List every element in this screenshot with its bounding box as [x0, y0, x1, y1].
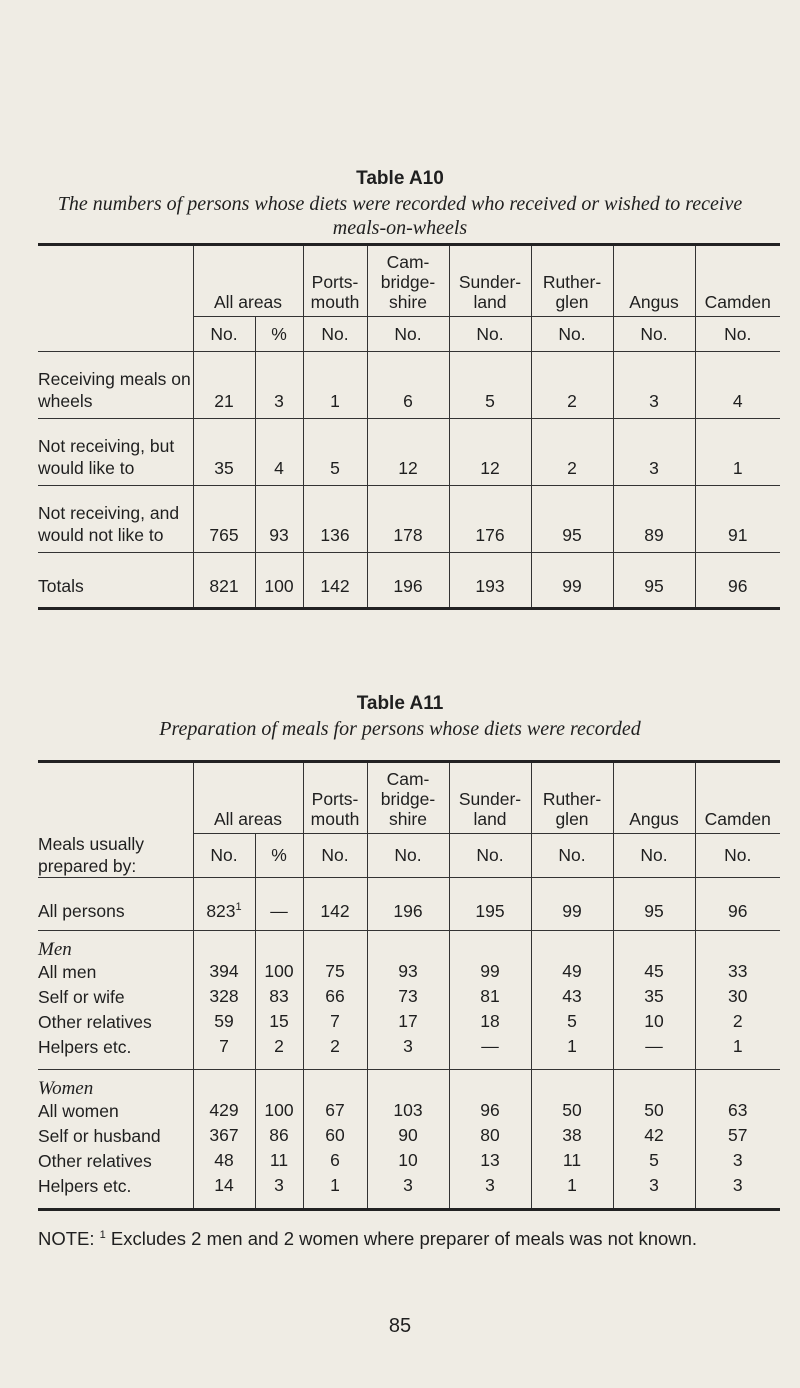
table-row [38, 961, 780, 986]
table-cell: 367 [193, 1125, 255, 1150]
table-cell-empty [255, 1070, 303, 1101]
table-cell-empty [255, 931, 303, 962]
section-heading: Men [38, 931, 193, 962]
column-header-camden: Camden [695, 762, 780, 834]
table-cell: 1 [531, 1175, 613, 1210]
unit-header: No. [449, 833, 531, 878]
table-cell: 2 [531, 418, 613, 485]
table-cell: 67 [303, 1100, 367, 1125]
table-cell: 5 [303, 418, 367, 485]
table-cell: 5 [613, 1150, 695, 1175]
unit-header: No. [449, 316, 531, 351]
table-cell: 91 [695, 485, 780, 552]
column-header-portsmouth: Ports- mouth [303, 245, 367, 317]
stub-header-top [38, 762, 193, 834]
footnote-text: NOTE: $^1$ Excludes 2 men and 2 women where preparer of meals was not known. [38, 1228, 698, 1249]
table-cell: 93 [367, 961, 449, 986]
table-cell: 95 [613, 552, 695, 608]
table-cell: 90 [367, 1125, 449, 1150]
table-cell: 4 [695, 351, 780, 418]
table-cell: 93 [255, 485, 303, 552]
table-cell-empty [531, 1070, 613, 1101]
row-label: Receiving meals on wheels [38, 351, 193, 418]
table-cell: 5 [449, 351, 531, 418]
unit-header: No. [303, 833, 367, 878]
table-cell: 142 [303, 552, 367, 608]
table-cell: 3 [613, 1175, 695, 1210]
table-row [38, 351, 780, 418]
table-cell-empty [613, 1070, 695, 1101]
row-label: Self or husband [38, 1126, 161, 1146]
table-cell-empty [613, 931, 695, 962]
table-cell: 11 [255, 1150, 303, 1175]
unit-header: No. [531, 833, 613, 878]
column-header-cambridgeshire: Cam- bridge- shire [367, 762, 449, 834]
table-row [38, 552, 780, 608]
table-cell: 50 [613, 1100, 695, 1125]
table-cell: 328 [193, 986, 255, 1011]
table-cell-empty [449, 931, 531, 962]
table-cell: 45 [613, 961, 695, 986]
table-cell: 1 [303, 1175, 367, 1210]
table-cell: 99 [449, 961, 531, 986]
table-cell: 66 [303, 986, 367, 1011]
column-header-rutherglen: Ruther- glen [531, 762, 613, 834]
table-cell: 96 [695, 552, 780, 608]
table-cell: 21 [193, 351, 255, 418]
table-cell: 5 [531, 1011, 613, 1036]
table-cell: — [255, 878, 303, 931]
table-cell: 10 [367, 1150, 449, 1175]
table-cell: 38 [531, 1125, 613, 1150]
table-cell: 89 [613, 485, 695, 552]
table-cell: 196 [367, 878, 449, 931]
table-cell: — [613, 1036, 695, 1070]
table-cell: 83 [255, 986, 303, 1011]
stub-header-top [38, 245, 193, 317]
table-cell: 73 [367, 986, 449, 1011]
unit-header: % [255, 316, 303, 351]
table-cell: — [449, 1036, 531, 1070]
table-cell: 49 [531, 961, 613, 986]
table-cell: 3 [255, 351, 303, 418]
table-cell: 80 [449, 1125, 531, 1150]
table-cell: 136 [303, 485, 367, 552]
table-cell: 178 [367, 485, 449, 552]
table-cell: 96 [695, 878, 780, 931]
stub-header: Meals usually prepared by: [38, 834, 145, 876]
table-cell: 3 [613, 351, 695, 418]
unit-header: No. [367, 316, 449, 351]
table-a10-subtitle: The numbers of persons whose diets were recorded who received or wished to receive meals-on-wheels [57, 193, 743, 239]
table-cell: 42 [613, 1125, 695, 1150]
table-cell-empty [303, 931, 367, 962]
row-label: Other relatives [38, 1012, 152, 1032]
table-cell: 35 [193, 418, 255, 485]
table-cell: 86 [255, 1125, 303, 1150]
table-cell-empty [695, 931, 780, 962]
unit-header: % [255, 833, 303, 878]
table-cell: 17 [367, 1011, 449, 1036]
table-cell: 99 [531, 878, 613, 931]
table-cell: 6 [303, 1150, 367, 1175]
unit-header: No. [193, 316, 255, 351]
table-cell: 821 [193, 552, 255, 608]
table-a10-title: Table A10 [356, 168, 444, 189]
table-cell: 2 [303, 1036, 367, 1070]
table-cell-empty [531, 931, 613, 962]
table-cell: 60 [303, 1125, 367, 1150]
table-cell: 30 [695, 986, 780, 1011]
table-cell: 59 [193, 1011, 255, 1036]
table-cell: 48 [193, 1150, 255, 1175]
table-cell: 103 [367, 1100, 449, 1125]
table-a11-title: Table A11 [356, 693, 444, 714]
table-cell: 11 [531, 1150, 613, 1175]
table-cell: 81 [449, 986, 531, 1011]
table-cell: 1 [695, 1036, 780, 1070]
table-cell: 100 [255, 552, 303, 608]
table-cell-empty [367, 1070, 449, 1101]
column-header-angus: Angus [613, 245, 695, 317]
table-cell: 765 [193, 485, 255, 552]
table-row [38, 1100, 780, 1125]
footnote-marker: 1 [235, 901, 242, 914]
column-header-all_areas: All areas [193, 245, 303, 317]
table-cell: 195 [449, 878, 531, 931]
table-cell: 57 [695, 1125, 780, 1150]
table-cell: 99 [531, 552, 613, 608]
table-row [38, 986, 780, 1011]
section-women [38, 1070, 780, 1101]
row-label: Not receiving, but would like to [38, 418, 193, 485]
table-cell-empty [193, 1070, 255, 1101]
section-men [38, 931, 780, 962]
table-cell: $823^1$ [193, 878, 255, 931]
unit-header: No. [695, 833, 780, 878]
table-cell: 95 [613, 878, 695, 931]
table-cell: 12 [449, 418, 531, 485]
table-cell-empty [193, 931, 255, 962]
table-cell: 394 [193, 961, 255, 986]
unit-header: No. [613, 833, 695, 878]
table-cell: 95 [531, 485, 613, 552]
table-cell: 3 [367, 1175, 449, 1210]
row-label: All women [38, 1101, 119, 1121]
unit-header: No. [193, 833, 255, 878]
row-label: All persons [38, 878, 193, 931]
unit-header: No. [695, 316, 780, 351]
table-row [38, 485, 780, 552]
table-cell: 3 [695, 1175, 780, 1210]
table-cell: 50 [531, 1100, 613, 1125]
table-row [38, 1011, 780, 1036]
row-label: Helpers etc. [38, 1037, 132, 1057]
table-a11-subtitle: Preparation of meals for persons whose diets were recorded [159, 718, 641, 740]
table-cell: 1 [303, 351, 367, 418]
page-number: 85 [388, 1315, 412, 1337]
table-cell: 43 [531, 986, 613, 1011]
table-cell: 63 [695, 1100, 780, 1125]
table-row [38, 1175, 780, 1210]
table-cell: 18 [449, 1011, 531, 1036]
row-label: Helpers etc. [38, 1175, 193, 1210]
table-cell: 142 [303, 878, 367, 931]
column-header-angus: Angus [613, 762, 695, 834]
table-cell-empty [303, 1070, 367, 1101]
footnote-marker: 1 [99, 1228, 106, 1241]
table-cell: 3 [449, 1175, 531, 1210]
column-header-rutherglen: Ruther- glen [531, 245, 613, 317]
unit-header: No. [531, 316, 613, 351]
table-cell-empty [695, 1070, 780, 1101]
table-cell: 6 [367, 351, 449, 418]
table-cell: 3 [255, 1175, 303, 1210]
table-cell: 429 [193, 1100, 255, 1125]
table-cell: 4 [255, 418, 303, 485]
table-cell: 3 [613, 418, 695, 485]
column-header-camden: Camden [695, 245, 780, 317]
table-cell: 100 [255, 1100, 303, 1125]
table-cell: 10 [613, 1011, 695, 1036]
table-cell: 14 [193, 1175, 255, 1210]
table-cell: 2 [695, 1011, 780, 1036]
table-row [38, 418, 780, 485]
row-label: Self or wife [38, 987, 125, 1007]
table-cell: 12 [367, 418, 449, 485]
table-cell: 3 [695, 1150, 780, 1175]
table-a11 [38, 760, 780, 1211]
table-cell: 75 [303, 961, 367, 986]
table-cell: 7 [303, 1011, 367, 1036]
table-cell-empty [367, 931, 449, 962]
table-cell: 176 [449, 485, 531, 552]
column-header-sunderland: Sunder- land [449, 245, 531, 317]
unit-header: No. [303, 316, 367, 351]
table-cell: 1 [531, 1036, 613, 1070]
table-row [38, 1125, 780, 1150]
table-cell: 193 [449, 552, 531, 608]
table-row-all-persons [38, 878, 780, 931]
table-cell: 2 [255, 1036, 303, 1070]
table-cell-empty [449, 1070, 531, 1101]
table-row [38, 1036, 780, 1070]
row-label: Other relatives [38, 1151, 152, 1171]
table-cell: 100 [255, 961, 303, 986]
section-heading: Women [38, 1070, 193, 1101]
table-cell: 196 [367, 552, 449, 608]
table-cell: 1 [695, 418, 780, 485]
row-label: Not receiving, and would not like to [38, 485, 193, 552]
table-cell: 33 [695, 961, 780, 986]
table-cell: 15 [255, 1011, 303, 1036]
row-label: All men [38, 962, 97, 982]
stub-header [38, 316, 193, 351]
table-cell: 2 [531, 351, 613, 418]
column-header-all_areas: All areas [193, 762, 303, 834]
table-cell: 35 [613, 986, 695, 1011]
unit-header: No. [367, 833, 449, 878]
footnote [38, 1228, 697, 1250]
column-header-portsmouth: Ports- mouth [303, 762, 367, 834]
row-label: Totals [38, 552, 193, 608]
table-cell: 3 [367, 1036, 449, 1070]
table-row [38, 1150, 780, 1175]
table-cell: 96 [449, 1100, 531, 1125]
column-header-sunderland: Sunder- land [449, 762, 531, 834]
table-a10 [38, 243, 780, 610]
unit-header: No. [613, 316, 695, 351]
column-header-cambridgeshire: Cam- bridge- shire [367, 245, 449, 317]
table-cell: 13 [449, 1150, 531, 1175]
table-cell: 7 [193, 1036, 255, 1070]
